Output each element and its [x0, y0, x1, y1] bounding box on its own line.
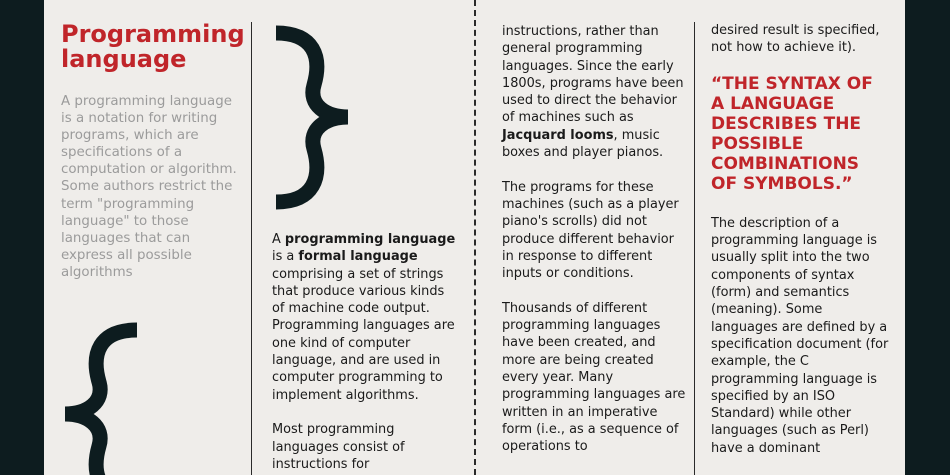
bold-term: formal language: [298, 249, 418, 265]
article-column: [711, 22, 891, 474]
text-run: , music boxes and player pianos.: [502, 127, 664, 161]
text-run: is a: [272, 249, 299, 265]
article-column: [502, 23, 686, 473]
bold-term: programming language: [284, 232, 456, 247]
article-column: [272, 231, 456, 475]
body-paragraph: [272, 231, 456, 404]
column-divider-dashed: [474, 0, 476, 475]
body-paragraph: Thousands of different programming languages have been created, and more are being created every year. Many programming languages are written in an imperative form (i.e., as a sequence of operations to: [502, 300, 686, 455]
pull-quote: “THE SYNTAX OF A LANGUAGE DESCRIBES THE POSSIBLE COMBINATIONS OF SYMBOLS.”: [711, 73, 873, 194]
body-paragraph: desired result is specified, not how to achieve it).: [711, 23, 880, 56]
page-title: Programming language: [61, 20, 245, 73]
opening-brace-icon: [54, 322, 149, 475]
article-page: [44, 0, 905, 475]
intro-paragraph: A programming language is a notation for writing programs, which are specifications of a computation or algorithm. Some authors restrict the term "programming language" to those languages that can express all possible algorithms: [61, 94, 237, 280]
text-run: instructions, rather than general programming languages. Since the early 1800s, programs have been used to direct the behavior of machines such as: [502, 24, 684, 126]
body-paragraph: Most programming languages consist of instructions for: [272, 422, 405, 472]
text-run: A: [272, 232, 285, 247]
closing-brace-icon: [264, 25, 359, 210]
column-divider: [694, 22, 695, 475]
column-divider: [251, 22, 252, 475]
body-paragraph: [502, 23, 686, 161]
body-paragraph: The description of a programming language is usually split into the two components of syntax (form) and semantics (meaning). Some languages are defined by a specification document (for example, the C programming language is specified by an ISO Standard) while other languages (such as Perl) have a dominant: [711, 215, 889, 456]
text-run: comprising a set of strings that produce various kinds of machine code output. Programming languages are one kind of computer language, and are used in computer programming to implement algorithms.: [272, 266, 455, 403]
bold-term: Jacquard looms: [502, 127, 614, 143]
body-paragraph: The programs for these machines (such as a player piano's scrolls) did not produce different behavior in response to different inputs or conditions.: [502, 179, 679, 282]
